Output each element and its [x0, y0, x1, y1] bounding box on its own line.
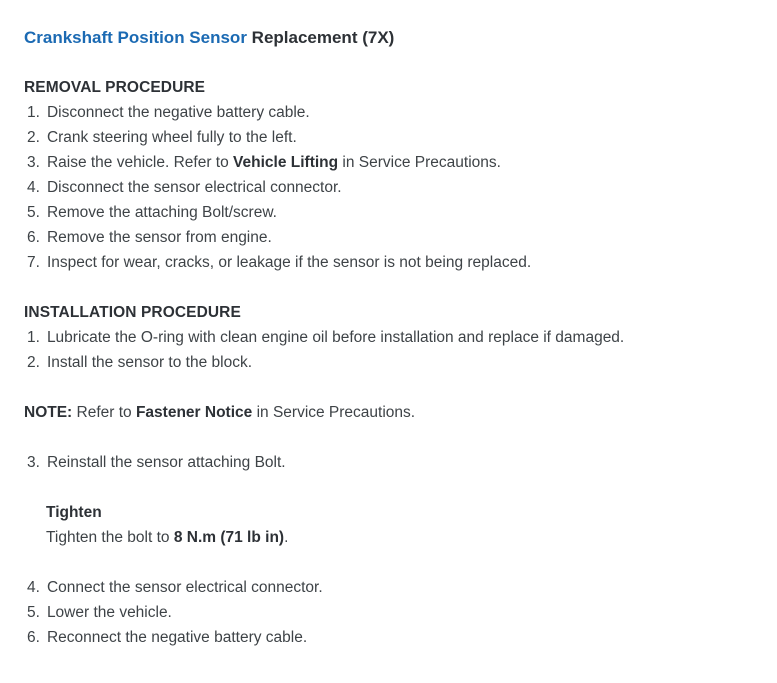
step-number: 4.: [27, 178, 40, 196]
installation-step-6: [24, 625, 753, 650]
tighten-spec: [46, 525, 753, 550]
installation-heading: INSTALLATION PROCEDURE: [24, 303, 241, 321]
step-number: 6.: [27, 228, 40, 246]
step-number: 5.: [27, 203, 40, 221]
step-number: 3.: [27, 453, 40, 471]
step-text: [47, 200, 277, 225]
step-number: 3.: [27, 153, 40, 171]
tighten-heading: Tighten: [46, 503, 102, 521]
removal-heading: REMOVAL PROCEDURE: [24, 78, 206, 96]
removal-step-1: [24, 100, 753, 125]
step-text-pre: Lubricate the O-ring with clean engine oil before installation and replace if damaged.: [46, 328, 625, 346]
step-text-pre: Remove the sensor from engine.: [46, 228, 272, 246]
removal-section: [24, 75, 753, 275]
tighten-block: [46, 500, 753, 550]
step-text: [47, 600, 172, 625]
step-number: 7.: [27, 253, 40, 271]
title-action-text: Replacement (7X): [246, 27, 395, 47]
removal-step-2: [24, 125, 753, 150]
component-name-link[interactable]: Crankshaft Position Sensor: [24, 27, 247, 47]
installation-step-4: [24, 575, 753, 600]
step-number: 2.: [27, 353, 40, 371]
step-text-pre: Disconnect the negative battery cable.: [46, 103, 310, 121]
note-label: NOTE:: [24, 403, 73, 421]
step-text-pre: Reinstall the sensor attaching Bolt.: [46, 453, 286, 471]
step-text: [47, 100, 310, 125]
installation-step-1: [24, 325, 753, 350]
step-text: [47, 175, 342, 200]
note-text-pre: Refer to: [72, 403, 136, 421]
installation-step-2: [24, 350, 753, 375]
step-text: [47, 125, 297, 150]
removal-step-6: [24, 225, 753, 250]
step-text-pre: Disconnect the sensor electrical connector.: [46, 178, 342, 196]
installation-section: [24, 300, 753, 650]
step-text: [47, 250, 531, 275]
step-text: [47, 625, 307, 650]
step-number: 5.: [27, 603, 40, 621]
page-title: [24, 25, 753, 50]
step-text-pre: Connect the sensor electrical connector.: [46, 578, 323, 596]
step-number: 1.: [27, 103, 40, 121]
step-text-pre: Install the sensor to the block.: [46, 353, 252, 371]
tighten-text-pre: Tighten the bolt to: [46, 528, 174, 546]
step-text-pre: Reconnect the negative battery cable.: [46, 628, 308, 646]
step-text: [47, 575, 323, 600]
step-text-bold: Vehicle Lifting: [233, 153, 339, 171]
step-text: [47, 150, 501, 175]
note-text-post: in Service Precautions.: [252, 403, 416, 421]
torque-value: 8 N.m (71 lb in): [173, 528, 285, 546]
installation-final-steps-list: [24, 575, 753, 650]
step-number: 4.: [27, 578, 40, 596]
removal-step-4: [24, 175, 753, 200]
step-text: [47, 450, 286, 475]
removal-steps-list: [24, 100, 753, 275]
installation-step-3: [24, 450, 753, 475]
step-number: 6.: [27, 628, 40, 646]
step-text: [47, 325, 624, 350]
removal-step-5: [24, 200, 753, 225]
step-text-pre: Lower the vehicle.: [46, 603, 172, 621]
note-text-bold: Fastener Notice: [135, 403, 253, 421]
removal-step-7: [24, 250, 753, 275]
step-text-pre: Inspect for wear, cracks, or leakage if the sensor is not being replaced.: [46, 253, 532, 271]
installation-steps-list: [24, 325, 753, 375]
step-text-pre: Raise the vehicle. Refer to: [46, 153, 234, 171]
step-text: [47, 350, 252, 375]
step-text-post: in Service Precautions.: [338, 153, 501, 171]
step-text: [47, 225, 272, 250]
step-text-pre: Remove the attaching Bolt/screw.: [46, 203, 277, 221]
step-text-pre: Crank steering wheel fully to the left.: [46, 128, 297, 146]
installation-step-5: [24, 600, 753, 625]
note-paragraph: [24, 400, 753, 425]
tighten-text-post: .: [284, 528, 289, 546]
step-number: 2.: [27, 128, 40, 146]
removal-step-3: [24, 150, 753, 175]
step-number: 1.: [27, 328, 40, 346]
